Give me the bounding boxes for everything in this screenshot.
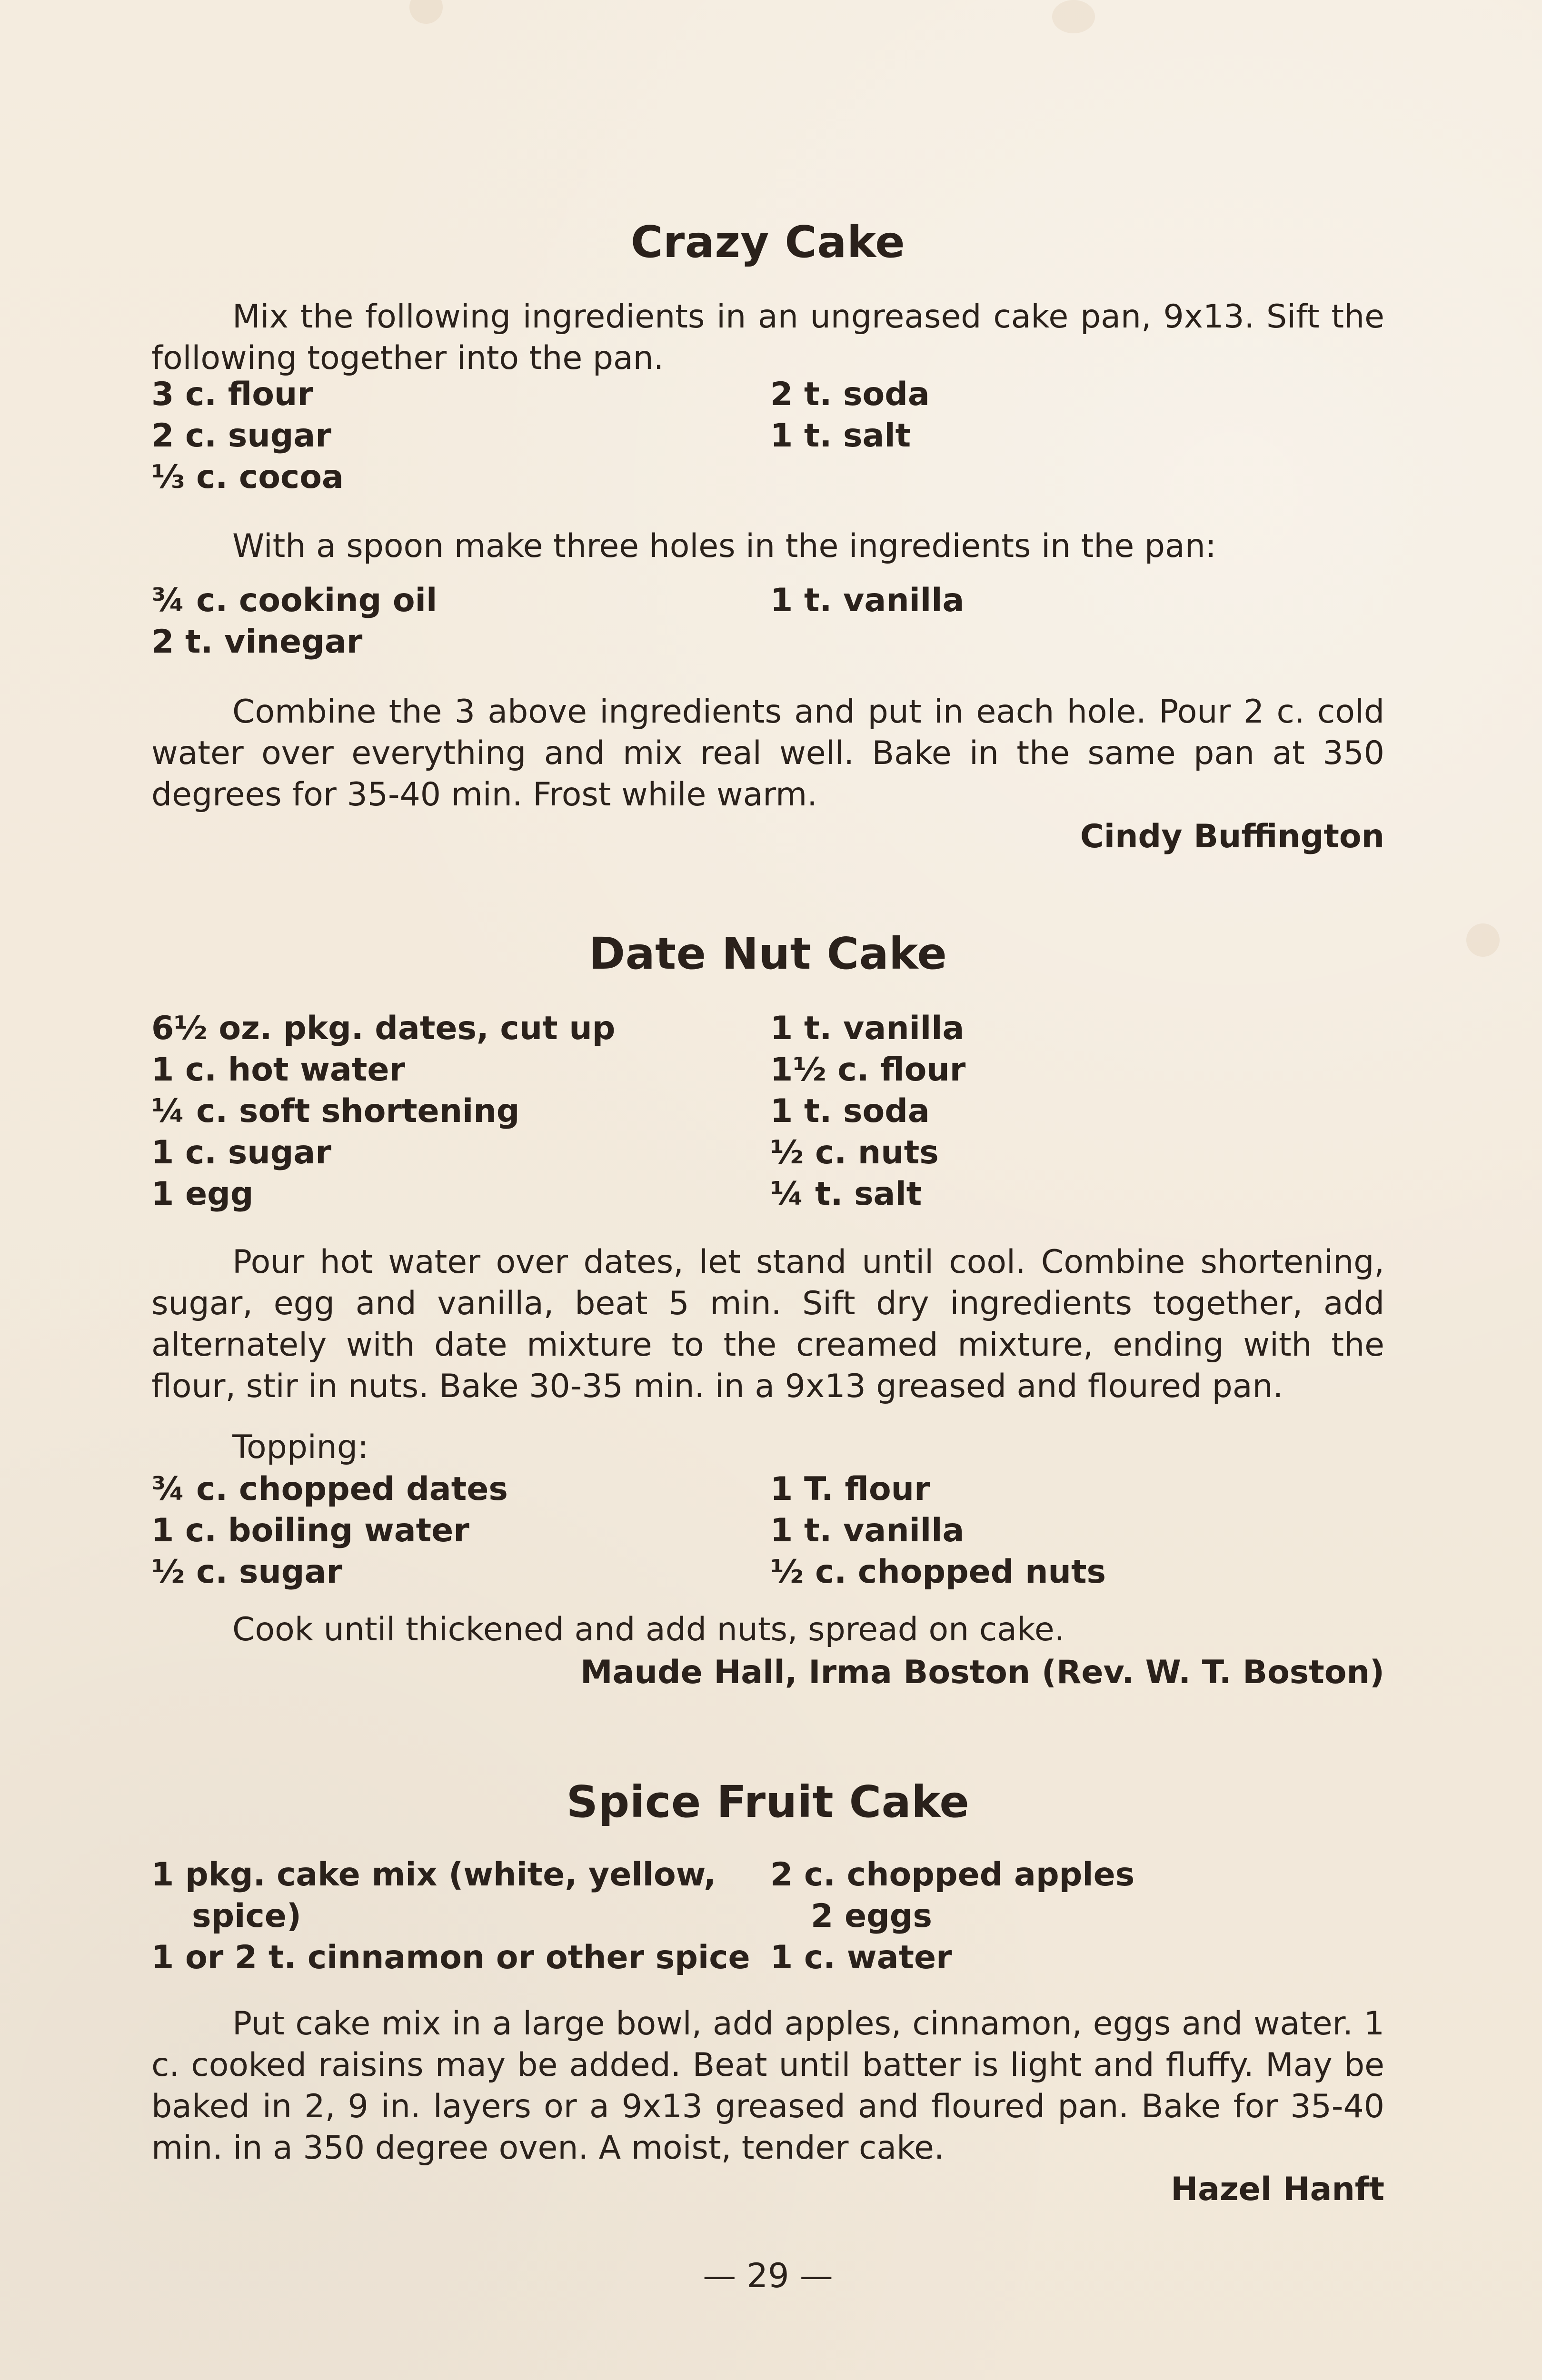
topping-row — [151, 1510, 1384, 1551]
topping-right: 1 t. vanilla — [770, 1512, 965, 1549]
ingredient-left: ¾ c. cooking oil — [151, 582, 438, 619]
ingredient-right: 1 t. soda — [770, 1092, 930, 1130]
topping-label: Topping: — [232, 1428, 368, 1466]
ingredient-left: 1 c. sugar — [151, 1134, 331, 1171]
ingredient-right: 1 t. vanilla — [770, 1010, 965, 1047]
ingredient-row — [151, 1895, 1384, 1937]
topping-row — [151, 1468, 1384, 1510]
topping-right: ½ c. chopped nuts — [770, 1553, 1106, 1591]
recipe-author: Cindy Buffington — [1080, 818, 1384, 855]
ingredient-right: 1½ c. flour — [770, 1051, 966, 1089]
ingredient-row — [151, 580, 1384, 621]
recipe-title-date-nut-cake: Date Nut Cake — [588, 928, 947, 979]
ingredient-left: ¼ c. soft shortening — [151, 1092, 520, 1130]
ingredient-right: 1 c. water — [770, 1939, 952, 1976]
ingredient-row — [151, 1132, 1384, 1173]
spice-fruit-cake-instructions: Put cake mix in a large bowl, add apples, cinnamon, eggs and water. 1 c. cooked raisins may be added. Beat until batter is light and fluffy. May be baked in 2, 9 in. layers or a 9x13 greased and floured pan. Bake for 35-40 min. in a 350 degree oven. A moist, tender cake. — [151, 2005, 1384, 2167]
recipe-title-crazy-cake: Crazy Cake — [630, 217, 905, 268]
ingredient-left: 1 or 2 t. cinnamon or other spice — [151, 1939, 750, 1976]
paper-stain — [409, 0, 443, 24]
ingredient-row — [151, 1937, 1384, 1978]
ingredient-left: 6½ oz. pkg. dates, cut up — [151, 1010, 616, 1047]
paper-stain — [1466, 923, 1500, 957]
ingredient-row — [151, 621, 1384, 663]
ingredient-row — [151, 1173, 1384, 1215]
topping-left: ¾ c. chopped dates — [151, 1470, 508, 1508]
topping-row — [151, 1551, 1384, 1593]
paper-stain — [1052, 0, 1095, 33]
ingredient-left: 1 c. hot water — [151, 1051, 405, 1089]
ingredient-right: ¼ t. salt — [770, 1175, 922, 1213]
ingredient-right: ½ c. nuts — [770, 1134, 939, 1171]
crazy-cake-instructions: Combine the 3 above ingredients and put in each hole. Pour 2 c. cold water over everything and mix real well. Bake in the same pan at 350 degrees for 35-40 min. Frost while warm. — [151, 693, 1384, 813]
crazy-cake-intro: Mix the following ingredients in an ungreased cake pan, 9x13. Sift the following together into the pan. — [151, 298, 1384, 377]
crazy-cake-step-2: With a spoon make three holes in the ingredients in the pan: — [232, 527, 1216, 565]
ingredient-left: 2 t. vinegar — [151, 623, 363, 661]
ingredient-row — [151, 1008, 1384, 1049]
ingredient-right: 1 t. vanilla — [770, 582, 965, 619]
ingredient-left: ⅓ c. cocoa — [151, 458, 344, 496]
ingredient-row — [151, 1091, 1384, 1132]
recipe-author: Hazel Hanft — [1171, 2171, 1384, 2208]
date-nut-cake-instructions: Pour hot water over dates, let stand until cool. Combine shortening, sugar, egg and vanilla, beat 5 min. Sift dry ingredients together, add alternately with date mixture to the creamed mixture, ending with the flour, stir in nuts. Bake 30-35 min. in a 9x13 greased and floured pan. — [151, 1243, 1384, 1405]
ingredient-left: 3 c. flour — [151, 376, 313, 413]
ingredient-row — [151, 415, 1384, 456]
ingredient-left: 1 egg — [151, 1175, 254, 1213]
ingredient-right: 2 t. soda — [770, 376, 930, 413]
ingredient-row — [151, 374, 1384, 415]
recipe-author: Maude Hall, Irma Boston (Rev. W. T. Boston) — [580, 1654, 1384, 1691]
ingredient-row — [151, 1049, 1384, 1091]
ingredient-right: 2 c. chopped apples — [770, 1856, 1135, 1894]
ingredient-left: 1 pkg. cake mix (white, yellow, — [151, 1856, 716, 1894]
topping-instructions: Cook until thickened and add nuts, spread on cake. — [232, 1611, 1065, 1648]
ingredient-left: spice) — [192, 1897, 301, 1935]
topping-left: 1 c. boiling water — [151, 1512, 469, 1549]
ingredient-left: 2 c. sugar — [151, 417, 331, 455]
topping-left: ½ c. sugar — [151, 1553, 342, 1591]
recipe-title-spice-fruit-cake: Spice Fruit Cake — [566, 1776, 970, 1827]
page-number: — 29 — — [703, 2256, 833, 2295]
topping-right: 1 T. flour — [770, 1470, 930, 1508]
ingredient-right: 2 eggs — [811, 1897, 932, 1935]
ingredient-row — [151, 456, 1384, 498]
ingredient-right: 1 t. salt — [770, 417, 911, 455]
ingredient-row — [151, 1854, 1384, 1895]
